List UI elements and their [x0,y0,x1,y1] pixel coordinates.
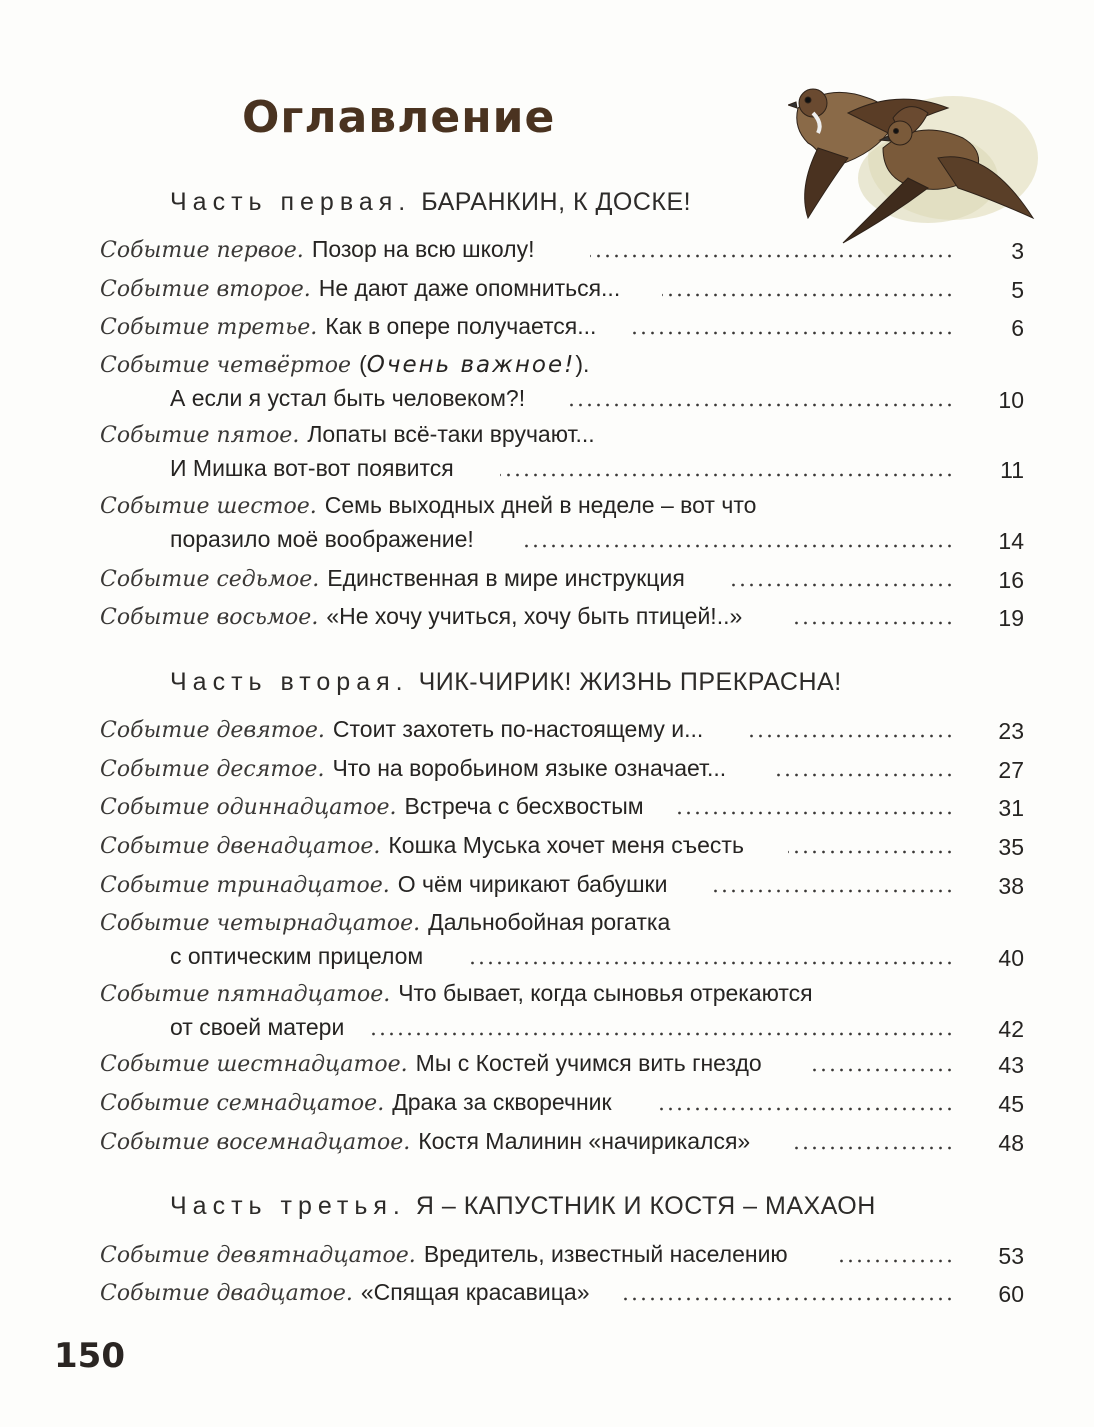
event-title: Встреча с бесхвостым [404,793,644,819]
part-label: Часть первая. [170,188,412,216]
page-ref: 14 [998,528,1024,554]
event-label: Событие первое. [100,238,304,263]
toc-entry[interactable] [100,603,1024,637]
dot-leader [788,850,954,854]
page-ref: 43 [998,1052,1024,1078]
event-label: Событие пятнадцатое. [100,982,391,1007]
page-ref: 3 [1011,238,1024,264]
part-title: БАРАНКИН, К ДОСКЕ! [421,188,692,216]
page-ref: 6 [1011,315,1024,341]
page-ref: 23 [998,718,1024,744]
part-title: Я – КАПУСТНИК И КОСТЯ – МАХАОН [415,1192,876,1220]
event-label: Событие двадцатое. [100,1281,353,1306]
toc-entry[interactable] [100,351,1024,419]
toc-entry[interactable] [100,832,1024,866]
dot-leader [620,1297,954,1301]
dot-leader [466,961,954,965]
event-title: Стоит захотеть по-настоящему и... [332,716,704,742]
event-title: Единственная в мире инструкция [327,565,685,591]
dot-leader [590,254,954,258]
dot-leader [676,811,954,815]
toc-entry[interactable] [100,1050,1024,1084]
page-ref: 31 [998,795,1024,821]
toc-entry[interactable] [100,1279,1024,1313]
toc-entry[interactable] [100,313,1024,347]
event-label: Событие четвёртое [100,353,352,378]
part-heading [170,1192,876,1221]
page-ref: 40 [998,945,1024,971]
event-title: Вредитель, известный населению [423,1241,788,1267]
event-title: Драка за скворечник [392,1089,612,1115]
toc-entry[interactable] [100,492,1024,560]
event-label: Событие вторoе. [100,277,311,302]
dot-leader [570,403,954,407]
event-title: (Очень важное!). [359,351,590,378]
dot-leader [500,473,954,477]
event-title: Семь выходных дней в неделе – вот что [324,492,757,518]
event-title: «Спящая красавица» [360,1279,590,1305]
page-ref: 42 [998,1016,1024,1042]
event-label: Событие шестое. [100,494,317,519]
event-label: Событие пятое. [100,423,300,448]
event-label: Событие двенадцатое. [100,834,381,859]
part-heading [170,188,691,217]
dot-leader [662,293,954,297]
page-ref: 10 [998,387,1024,413]
page-ref: 11 [1000,457,1024,483]
event-title: Позор на всю школу! [311,236,535,262]
toc-entry[interactable] [100,716,1024,750]
event-label: Событие восьмое. [100,605,319,630]
toc-entry[interactable] [100,236,1024,270]
dot-leader [812,1068,954,1072]
page-ref: 16 [998,567,1024,593]
page-ref: 19 [998,605,1024,631]
dot-leader [776,773,954,777]
event-title: Кошка Муська хочет меня съесть [388,832,744,858]
event-title: Дальнобойная рогатка [428,909,671,935]
event-label: Событие тринадцатое. [100,873,390,898]
toc-entry[interactable] [100,871,1024,905]
dot-leader [372,1032,954,1036]
page-ref: 48 [998,1130,1024,1156]
page-ref: 35 [998,834,1024,860]
toc-entry[interactable] [100,1128,1024,1162]
event-label: Событие одиннадцатое. [100,795,397,820]
event-title: «Не хочу учиться, хочу быть птицей!..» [326,603,743,629]
part-heading [170,668,842,697]
event-title: О чём чирикают бабушки [397,871,668,897]
page-ref: 45 [998,1091,1024,1117]
event-label: Событие девятое. [100,718,325,743]
event-title: Костя Малинин «начирикался» [418,1128,751,1154]
dot-leader [655,1107,954,1111]
event-title-continued: А если я устал быть человеком?! [170,385,526,411]
event-label: Событие восемнадцатое. [100,1130,411,1155]
event-label: Событие четырнадцатое. [100,911,421,936]
page-ref: 60 [998,1281,1024,1307]
toc-entry[interactable] [100,980,1024,1048]
part-title: ЧИК-ЧИРИК! ЖИЗНЬ ПРЕКРАСНА! [418,668,842,696]
toc-entry[interactable] [100,565,1024,599]
toc-entry[interactable] [100,793,1024,827]
toc-entry[interactable] [100,1241,1024,1275]
event-title: Как в опере получается... [325,313,597,339]
dot-leader [745,734,954,738]
page-number: 150 [54,1336,125,1376]
event-title-continued: от своей матери [170,1014,345,1040]
dot-leader [628,331,954,335]
event-emphasis: Очень важное! [366,352,576,378]
page-ref: 27 [998,757,1024,783]
event-label: Событие семнадцатое. [100,1091,385,1116]
event-label: Событие седьмое. [100,567,320,592]
event-title-continued: с оптическим прицелом [170,943,424,969]
part-label: Часть вторая. [170,668,409,696]
toc-entry[interactable] [100,421,1024,489]
dot-leader [834,1259,954,1263]
toc-entry[interactable] [100,1089,1024,1123]
toc-entry[interactable] [100,909,1024,977]
dot-leader [522,544,954,548]
event-label: Событие десятое. [100,757,325,782]
toc-entry[interactable] [100,755,1024,789]
dot-leader [732,583,954,587]
event-label: Событие шестнадцатое. [100,1052,408,1077]
event-title: Лопаты всё-таки вручают... [307,421,595,447]
event-title-continued: И Мишка вот-вот появится [170,455,454,481]
page-ref: 38 [998,873,1024,899]
page-ref: 53 [998,1243,1024,1269]
event-title-continued: поразило моё воображение! [170,526,474,552]
event-label: Событие третье. [100,315,318,340]
toc-entry[interactable] [100,275,1024,309]
event-title: Не дают даже опомниться... [318,275,621,301]
dot-leader [710,889,954,893]
sparrows-illustration [788,78,1038,248]
event-title: Что на воробьином языке означает... [332,755,727,781]
dot-leader [790,1146,954,1150]
event-title: Что бывает, когда сыновья отрекаются [398,980,813,1006]
event-title: Мы с Костей учимся вить гнездо [415,1050,762,1076]
page-ref: 5 [1011,277,1024,303]
part-label: Часть третья. [170,1192,406,1220]
dot-leader [790,621,954,625]
event-label: Событие девятнадцатое. [100,1243,416,1268]
page-heading: Оглавление [242,92,556,143]
